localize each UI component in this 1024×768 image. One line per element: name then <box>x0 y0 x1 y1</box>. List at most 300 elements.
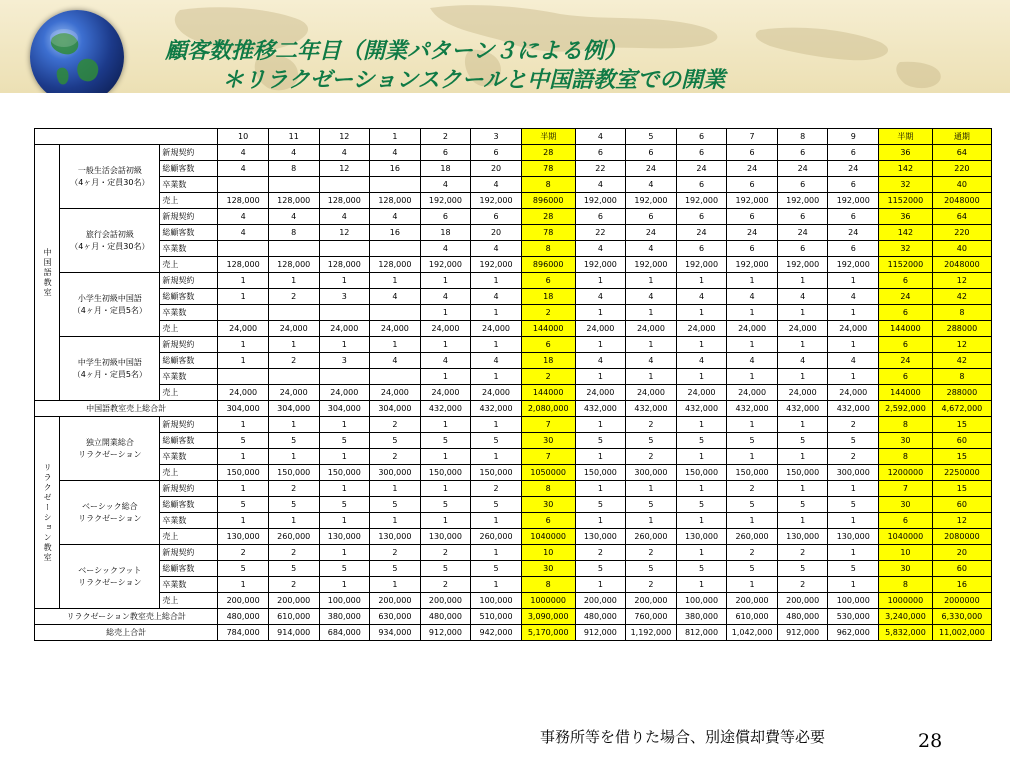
table-cell: 192,000 <box>420 257 471 273</box>
metric-label: 新規契約 <box>160 273 218 289</box>
table-cell: 6 <box>420 209 471 225</box>
table-cell: 1 <box>471 545 522 561</box>
table-cell <box>218 305 269 321</box>
table-cell: 2,080,000 <box>521 401 575 417</box>
table-cell: 5 <box>727 433 778 449</box>
table-cell: 64 <box>932 145 991 161</box>
table-cell: 128,000 <box>319 193 370 209</box>
table-cell: 2 <box>420 577 471 593</box>
table-cell: 1 <box>420 417 471 433</box>
metric-label: 新規契約 <box>160 481 218 497</box>
table-cell: 10 <box>879 545 933 561</box>
table-row <box>35 417 992 433</box>
table-cell: 1 <box>777 337 828 353</box>
table-cell: 6 <box>575 145 626 161</box>
table-cell: 2 <box>727 481 778 497</box>
table-cell: 260,000 <box>471 529 522 545</box>
table-row <box>35 561 992 577</box>
table-row <box>35 577 992 593</box>
grand-total-label: 総売上合計 <box>35 625 218 641</box>
table-cell: 3,240,000 <box>879 609 933 625</box>
table-cell: 32 <box>879 177 933 193</box>
title-banner <box>0 0 1010 93</box>
table-cell <box>218 241 269 257</box>
table-cell: 1 <box>777 273 828 289</box>
table-cell: 812,000 <box>676 625 727 641</box>
table-cell: 24 <box>879 353 933 369</box>
table-cell: 1 <box>676 273 727 289</box>
table-cell: 3 <box>319 289 370 305</box>
table-cell: 1 <box>777 513 828 529</box>
table-cell: 1 <box>777 417 828 433</box>
table-cell: 2,592,000 <box>879 401 933 417</box>
table-cell: 4 <box>575 241 626 257</box>
table-cell: 2048000 <box>932 257 991 273</box>
table-cell: 24 <box>879 289 933 305</box>
table-cell: 24,000 <box>626 385 677 401</box>
table-cell: 4 <box>420 289 471 305</box>
table-cell: 6 <box>879 513 933 529</box>
table-cell: 192,000 <box>471 257 522 273</box>
table-cell: 7 <box>521 449 575 465</box>
table-row <box>35 529 992 545</box>
table-cell: 8 <box>879 449 933 465</box>
table-cell: 6,330,000 <box>932 609 991 625</box>
table-row <box>35 433 992 449</box>
table-cell: 912,000 <box>420 625 471 641</box>
table-cell <box>268 305 319 321</box>
table-cell: 432,000 <box>626 401 677 417</box>
table-cell: 300,000 <box>370 465 421 481</box>
table-cell: 150,000 <box>471 465 522 481</box>
metric-label: 新規契約 <box>160 417 218 433</box>
table-cell: 130,000 <box>319 529 370 545</box>
table-cell: 1 <box>676 481 727 497</box>
table-cell: 288000 <box>932 321 991 337</box>
table-cell: 4 <box>420 177 471 193</box>
table-row <box>35 497 992 513</box>
globe-icon <box>30 10 124 93</box>
table-cell: 304,000 <box>370 401 421 417</box>
table-cell: 12 <box>319 161 370 177</box>
table-cell: 5 <box>828 561 879 577</box>
table-cell: 2 <box>268 481 319 497</box>
table-cell: 2250000 <box>932 465 991 481</box>
table-cell: 6 <box>676 209 727 225</box>
table-cell: 128,000 <box>268 193 319 209</box>
table-cell <box>370 177 421 193</box>
table-cell: 1 <box>626 481 677 497</box>
table-cell: 4 <box>319 209 370 225</box>
table-cell: 610,000 <box>727 609 778 625</box>
table-cell: 10 <box>521 545 575 561</box>
table-cell: 8 <box>521 241 575 257</box>
table-cell: 380,000 <box>676 609 727 625</box>
metric-label: 総顧客数 <box>160 433 218 449</box>
table-cell: 24 <box>676 161 727 177</box>
table-cell: 1 <box>828 513 879 529</box>
table-cell: 1 <box>575 577 626 593</box>
table-cell: 1 <box>471 337 522 353</box>
table-cell: 1 <box>218 289 269 305</box>
table-cell: 2080000 <box>932 529 991 545</box>
table-cell: 1 <box>575 273 626 289</box>
table-row <box>35 545 992 561</box>
table-cell: 5 <box>626 561 677 577</box>
table-cell: 200,000 <box>370 593 421 609</box>
table-cell: 1152000 <box>879 193 933 209</box>
table-cell: 4 <box>626 289 677 305</box>
table-cell: 5 <box>777 433 828 449</box>
table-cell: 4 <box>471 289 522 305</box>
table-cell: 1 <box>471 369 522 385</box>
table-cell: 432,000 <box>575 401 626 417</box>
table-cell: 260,000 <box>626 529 677 545</box>
table-cell: 1 <box>319 449 370 465</box>
table-cell: 1 <box>420 305 471 321</box>
table-cell: 1 <box>828 337 879 353</box>
table-cell: 5 <box>471 497 522 513</box>
table-cell: 6 <box>521 273 575 289</box>
table-cell: 22 <box>575 161 626 177</box>
table-cell: 1 <box>626 369 677 385</box>
table-cell: 150,000 <box>218 465 269 481</box>
section-label: 中国語教室 <box>35 145 60 401</box>
table-cell: 2 <box>521 305 575 321</box>
table-cell: 6 <box>575 209 626 225</box>
table-cell: 1 <box>319 513 370 529</box>
table-cell: 192,000 <box>420 193 471 209</box>
table-cell: 24,000 <box>777 321 828 337</box>
table-cell: 6 <box>676 177 727 193</box>
table-row <box>35 481 992 497</box>
table-cell: 192,000 <box>828 193 879 209</box>
metric-label: 総顧客数 <box>160 161 218 177</box>
column-header: 7 <box>727 129 778 145</box>
table-cell: 24 <box>727 225 778 241</box>
table-row <box>35 145 992 161</box>
table-cell: 142 <box>879 161 933 177</box>
section-total-label: リラクゼーション教室売上総合計 <box>35 609 218 625</box>
table-cell: 192,000 <box>471 193 522 209</box>
table-cell: 2 <box>626 417 677 433</box>
table-cell: 1,192,000 <box>626 625 677 641</box>
table-cell: 150,000 <box>575 465 626 481</box>
table-cell: 12 <box>932 513 991 529</box>
column-header: 8 <box>777 129 828 145</box>
metric-label: 総顧客数 <box>160 497 218 513</box>
table-cell: 200,000 <box>626 593 677 609</box>
table-cell: 914,000 <box>268 625 319 641</box>
table-cell <box>218 177 269 193</box>
table-cell: 4 <box>370 353 421 369</box>
table-cell: 8 <box>268 161 319 177</box>
table-cell: 6 <box>879 337 933 353</box>
table-cell: 24 <box>626 225 677 241</box>
metric-label: 総顧客数 <box>160 225 218 241</box>
table-cell: 1 <box>218 353 269 369</box>
table-cell: 1 <box>268 273 319 289</box>
table-cell: 8 <box>879 577 933 593</box>
table-cell: 610,000 <box>268 609 319 625</box>
table-cell: 4 <box>420 353 471 369</box>
table-row <box>35 593 992 609</box>
table-cell: 24 <box>777 161 828 177</box>
table-cell: 8 <box>521 577 575 593</box>
table-cell: 1 <box>575 513 626 529</box>
table-cell: 78 <box>521 225 575 241</box>
table-cell: 1 <box>218 273 269 289</box>
table-cell: 1 <box>828 481 879 497</box>
metric-label: 卒業数 <box>160 369 218 385</box>
table-cell: 7 <box>879 481 933 497</box>
title-line-2: ＊リラクゼーションスクールと中国語教室での開業 <box>222 67 726 93</box>
table-cell: 896000 <box>521 257 575 273</box>
table-cell: 24,000 <box>575 321 626 337</box>
header-corner <box>35 129 218 145</box>
metric-label: 総顧客数 <box>160 353 218 369</box>
table-cell: 192,000 <box>676 257 727 273</box>
table-cell: 1 <box>471 513 522 529</box>
table-cell: 1 <box>575 417 626 433</box>
table-cell: 4 <box>319 145 370 161</box>
table-cell: 300,000 <box>828 465 879 481</box>
table-cell: 4 <box>471 353 522 369</box>
table-cell: 6 <box>828 209 879 225</box>
table-cell <box>268 177 319 193</box>
column-header: 5 <box>626 129 677 145</box>
table-row <box>35 513 992 529</box>
table-cell: 12 <box>932 337 991 353</box>
table-cell: 480,000 <box>575 609 626 625</box>
table-cell: 6 <box>676 145 727 161</box>
table-cell <box>370 369 421 385</box>
table-cell: 1 <box>626 305 677 321</box>
table-cell: 6 <box>828 177 879 193</box>
table-cell: 12 <box>319 225 370 241</box>
table-cell: 150,000 <box>777 465 828 481</box>
table-cell: 4 <box>471 177 522 193</box>
table-cell: 1,042,000 <box>727 625 778 641</box>
column-header: 4 <box>575 129 626 145</box>
table-cell: 1 <box>626 513 677 529</box>
table-cell: 5 <box>420 561 471 577</box>
table-cell: 1 <box>727 369 778 385</box>
table-cell: 64 <box>932 209 991 225</box>
table-cell: 22 <box>575 225 626 241</box>
table-cell: 1 <box>575 449 626 465</box>
table-cell: 144000 <box>521 321 575 337</box>
table-cell: 4 <box>777 289 828 305</box>
table-cell: 6 <box>828 241 879 257</box>
table-cell: 24,000 <box>370 385 421 401</box>
table-cell: 24,000 <box>268 321 319 337</box>
table-cell: 4 <box>218 145 269 161</box>
metric-label: 卒業数 <box>160 449 218 465</box>
metric-label: 新規契約 <box>160 337 218 353</box>
table-cell: 1000000 <box>879 593 933 609</box>
table-cell: 962,000 <box>828 625 879 641</box>
table-row <box>35 385 992 401</box>
table-cell: 1 <box>268 417 319 433</box>
table-cell: 4 <box>727 289 778 305</box>
table-cell: 1 <box>471 577 522 593</box>
table-cell: 24 <box>676 225 727 241</box>
table-cell: 220 <box>932 161 991 177</box>
table-cell: 24,000 <box>471 385 522 401</box>
table-cell: 24,000 <box>471 321 522 337</box>
course-label: ベーシックフット リラクゼーション <box>60 545 160 609</box>
metric-label: 卒業数 <box>160 513 218 529</box>
table-cell: 942,000 <box>471 625 522 641</box>
table-cell: 150,000 <box>268 465 319 481</box>
table-cell: 2 <box>268 577 319 593</box>
table-cell: 24 <box>828 225 879 241</box>
table-cell: 1 <box>471 449 522 465</box>
table-cell: 28 <box>521 209 575 225</box>
table-cell: 1 <box>218 337 269 353</box>
table-cell: 5 <box>218 433 269 449</box>
table-cell: 1 <box>676 337 727 353</box>
table-cell: 4,672,000 <box>932 401 991 417</box>
customer-projection-table <box>34 128 992 641</box>
metric-label: 売上 <box>160 465 218 481</box>
table-cell: 24 <box>777 225 828 241</box>
table-cell: 200,000 <box>727 593 778 609</box>
table-cell: 5 <box>575 497 626 513</box>
table-cell: 60 <box>932 561 991 577</box>
table-cell: 8 <box>268 225 319 241</box>
table-row <box>35 369 992 385</box>
table-cell: 192,000 <box>777 193 828 209</box>
table-cell: 1 <box>777 369 828 385</box>
table-cell: 6 <box>626 145 677 161</box>
table-cell: 28 <box>521 145 575 161</box>
table-cell: 128,000 <box>268 257 319 273</box>
table-cell: 4 <box>471 241 522 257</box>
table-row <box>35 353 992 369</box>
table-cell: 1 <box>777 305 828 321</box>
table-cell: 150,000 <box>420 465 471 481</box>
table-cell: 1 <box>471 305 522 321</box>
column-header: 通期 <box>932 129 991 145</box>
metric-label: 新規契約 <box>160 145 218 161</box>
table-cell: 1 <box>575 305 626 321</box>
table-cell <box>370 241 421 257</box>
table-cell: 6 <box>471 209 522 225</box>
table-cell: 4 <box>218 161 269 177</box>
table-cell: 1 <box>420 449 471 465</box>
table-cell: 1 <box>420 273 471 289</box>
table-cell: 2 <box>575 545 626 561</box>
table-cell: 36 <box>879 209 933 225</box>
column-header: 2 <box>420 129 471 145</box>
table-cell: 5 <box>268 561 319 577</box>
table-cell: 1 <box>828 273 879 289</box>
table-cell: 288000 <box>932 385 991 401</box>
table-cell: 6 <box>521 337 575 353</box>
table-cell: 4 <box>420 241 471 257</box>
table-cell: 1 <box>626 337 677 353</box>
table-cell: 4 <box>626 241 677 257</box>
table-cell: 150,000 <box>676 465 727 481</box>
table-cell: 24 <box>727 161 778 177</box>
table-cell: 16 <box>370 161 421 177</box>
table-cell: 5 <box>471 433 522 449</box>
table-cell: 1050000 <box>521 465 575 481</box>
table-cell: 8 <box>521 177 575 193</box>
table-cell: 5 <box>319 497 370 513</box>
table-cell: 1040000 <box>879 529 933 545</box>
table-cell: 40 <box>932 177 991 193</box>
table-cell: 8 <box>932 369 991 385</box>
table-cell: 24,000 <box>727 321 778 337</box>
table-cell: 6 <box>777 241 828 257</box>
metric-label: 卒業数 <box>160 241 218 257</box>
table-cell: 1040000 <box>521 529 575 545</box>
table-cell: 30 <box>521 497 575 513</box>
table-cell: 192,000 <box>727 193 778 209</box>
column-header: 10 <box>218 129 269 145</box>
table-cell: 20 <box>471 161 522 177</box>
metric-label: 卒業数 <box>160 577 218 593</box>
table-cell: 1 <box>471 417 522 433</box>
table-cell: 200,000 <box>777 593 828 609</box>
table-cell: 192,000 <box>727 257 778 273</box>
table-cell: 2 <box>727 545 778 561</box>
table-cell: 36 <box>879 145 933 161</box>
table-cell <box>218 369 269 385</box>
table-cell: 1 <box>218 449 269 465</box>
table-cell: 200,000 <box>268 593 319 609</box>
table-cell: 42 <box>932 353 991 369</box>
table-cell: 4 <box>268 209 319 225</box>
table-cell: 5 <box>268 497 319 513</box>
section-total-label: 中国語教室売上総合計 <box>35 401 218 417</box>
table-cell: 100,000 <box>319 593 370 609</box>
table-cell: 3 <box>319 353 370 369</box>
table-cell: 192,000 <box>626 193 677 209</box>
table-cell: 380,000 <box>319 609 370 625</box>
table-cell <box>319 241 370 257</box>
table-cell: 1 <box>727 273 778 289</box>
table-cell: 1 <box>420 337 471 353</box>
table-cell: 144000 <box>879 385 933 401</box>
table-cell: 150,000 <box>319 465 370 481</box>
table-row <box>35 465 992 481</box>
table-cell: 1 <box>727 449 778 465</box>
table-cell: 2 <box>370 449 421 465</box>
table-cell: 1 <box>420 369 471 385</box>
footnote: 事務所等を借りた場合、別途償却費等必要 <box>540 728 826 746</box>
table-cell: 78 <box>521 161 575 177</box>
table-cell: 8 <box>879 417 933 433</box>
table-cell: 1 <box>471 273 522 289</box>
table-cell: 142 <box>879 225 933 241</box>
table-cell: 432,000 <box>828 401 879 417</box>
table-cell: 24,000 <box>777 385 828 401</box>
table-cell: 2 <box>828 417 879 433</box>
table-cell: 192,000 <box>626 257 677 273</box>
table-cell: 15 <box>932 417 991 433</box>
course-label: 独立開業総合 リラクゼーション <box>60 417 160 481</box>
table-cell: 1 <box>676 449 727 465</box>
table-cell: 1 <box>727 417 778 433</box>
table-cell: 4 <box>626 177 677 193</box>
table-cell: 1 <box>319 481 370 497</box>
table-cell: 2 <box>626 577 677 593</box>
metric-label: 売上 <box>160 257 218 273</box>
